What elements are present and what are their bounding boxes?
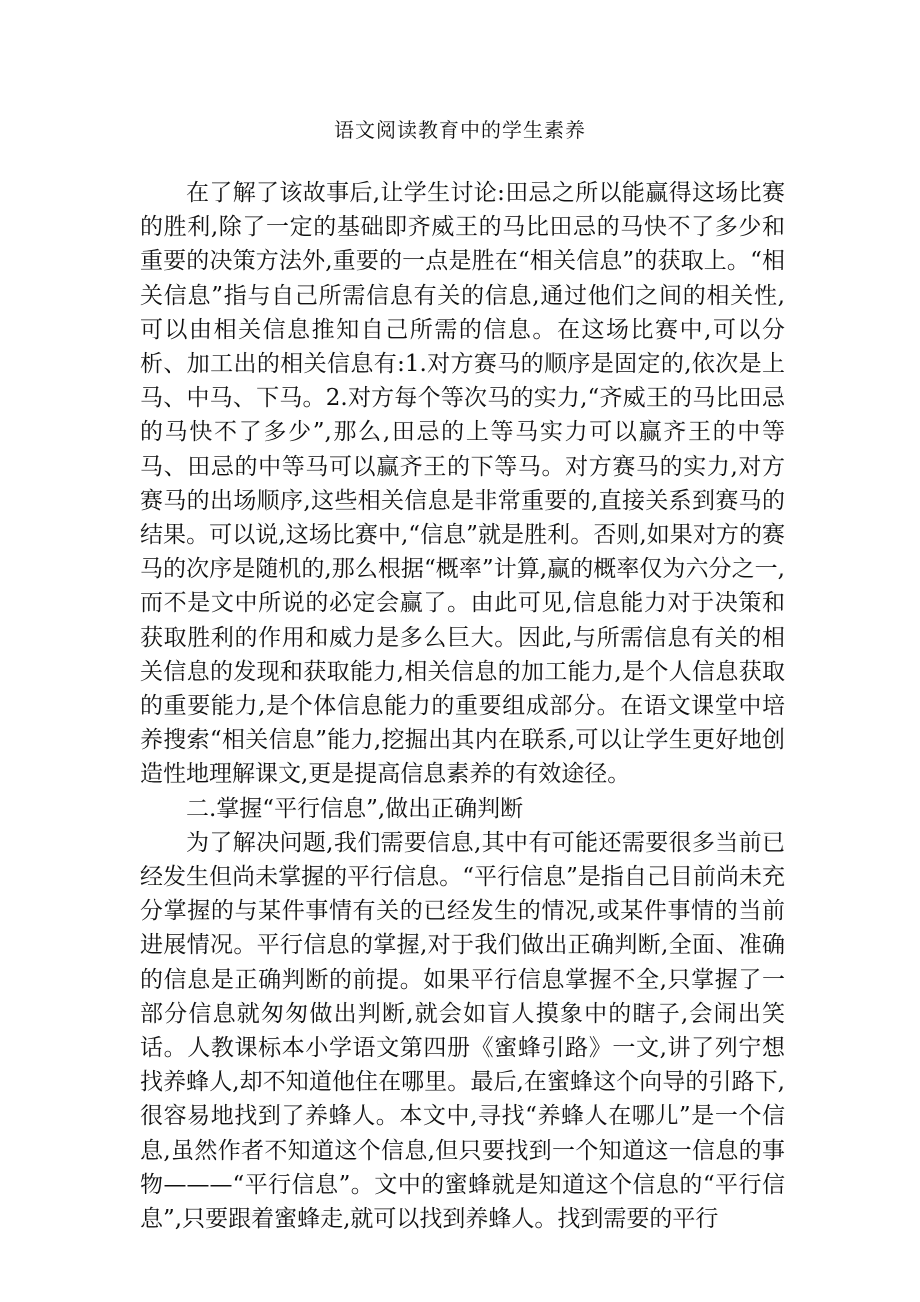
document-title: 语文阅读教育中的学生素养 [334,118,586,142]
document-body [140,176,785,1236]
body-paragraph: 在了解了该故事后,让学生讨论:田忌之所以能赢得这场比赛的胜利,除了一定的基础即齐威王的马比田忌的马快不了多少和重要的决策方法外,重要的一点是胜在“相关信息”的获取上。“相关信息”指与自己所需信息有关的信息,通过他们之间的相关性,可以由相关信息推知自己所需的信息。在这场比赛中,可以分析、加工出的相关信息有:1.对方赛马的顺序是固定的,依次是上马、中马、下马。2.对方每个等次马的实力,“齐威王的马比田忌的马快不了多少”,那么,田忌的上等马实力可以赢齐王的中等马、田忌的中等马可以赢齐王的下等马。对方赛马的实力,对方赛马的出场顺序,这些相关信息是非常重要的,直接关系到赛马的结果。可以说,这场比赛中,“信息”就是胜利。否则,如果对方的赛马的次序是随机的,那么根据“概率”计算,赢的概率仅为六分之一,而不是文中所说的必定会赢了。由此可见,信息能力对于决策和获取胜利的作用和威力是多么巨大。因此,与所需信息有关的相关信息的发现和获取能力,相关信息的加工能力,是个人信息获取的重要能力,是个体信息能力的重要组成部分。在语文课堂中培养搜索“相关信息”能力,挖掘出其内在联系,可以让学生更好地创造性地理解课文,更是提高信息素养的有效途径。 [140,180,785,788]
section-heading: 二.掌握“平行信息”,做出正确判断 [186,795,524,822]
body-paragraph: 为了解决问题,我们需要信息,其中有可能还需要很多当前已经发生但尚未掌握的平行信息。“平行信息”是指自己目前尚未充分掌握的与某件事情有关的已经发生的情况,或某件事情的当前进展情况。平行信息的掌握,对于我们做出正确判断,全面、准确的信息是正确判断的前提。如果平行信息掌握不全,只掌握了一部分信息就匆匆做出判断,就会如盲人摸象中的瞎子,会闹出笑话。人教课标本小学语文第四册《蜜蜂引路》一文,讲了列宁想找养蜂人,却不知道他住在哪里。最后,在蜜蜂这个向导的引路下,很容易地找到了养蜂人。本文中,寻找“养蜂人在哪儿”是一个信息,虽然作者不知道这个信息,但只要找到一个知道这一信息的事物———“平行信息”。文中的蜜蜂就是知道这个信息的“平行信息”,只要跟着蜜蜂走,就可以找到养蜂人。找到需要的平行 [140,829,785,1233]
